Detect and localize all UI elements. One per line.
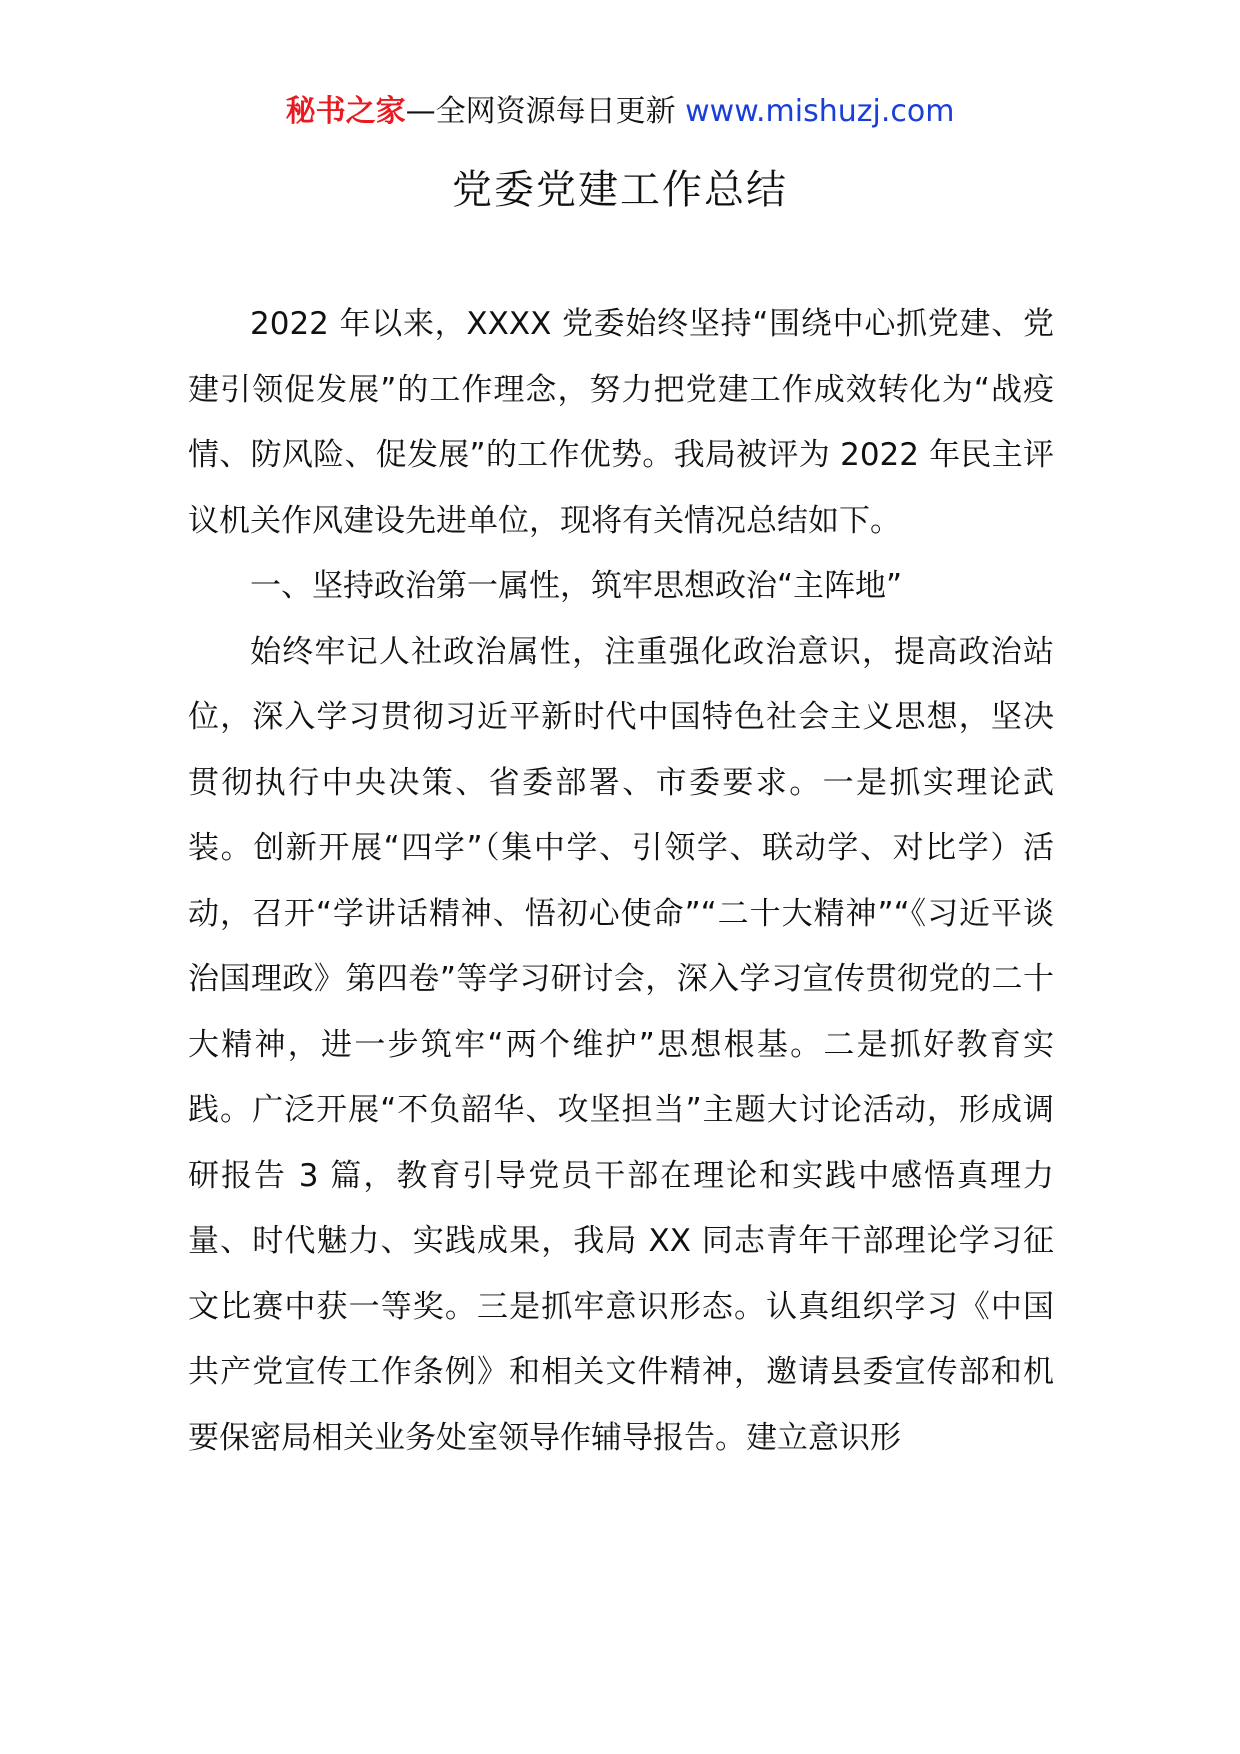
document-title: 党委党建工作总结 bbox=[452, 167, 788, 213]
site-slogan: —全网资源每日更新 bbox=[405, 94, 686, 129]
section-heading: 一、坚持政治第一属性，筑牢思想政治“主阵地” bbox=[250, 568, 903, 604]
intro-paragraph: 2022 年以来，XXXX 党委始终坚持“围绕中心抓党建、党建引领促发展”的工作理念，努力把党建工作成效转化为“战疫情、防风险、促发展”的工作优势。我局被评为 2022 年民主评议机关作风建设先进单位，现将有关情况总结如下。 bbox=[188, 306, 1054, 539]
body-paragraph: 始终牢记人社政治属性，注重强化政治意识，提高政治站位，深入学习贯彻习近平新时代中国特色社会主义思想，坚决贯彻执行中央决策、省委部署、市委要求。一是抓实理论武装。创新开展“四学”（集中学、引领学、联动学、对比学）活动，召开“学讲话精神、悟初心使命”“二十大精神”“《习近平谈治国理政》第四卷”等学习研讨会，深入学习宣传贯彻党的二十大精神，进一步筑牢“两个维护”思想根基。二是抓好教育实践。广泛开展“不负韶华、攻坚担当”主题大讨论活动，形成调研报告 3 篇，教育引导党员干部在理论和实践中感悟真理力量、时代魅力、实践成果，我局 XX 同志青年干部理论学习征文比赛中获一等奖。三是抓牢意识形态。认真组织学习《中国共产党宣传工作条例》和相关文件精神，邀请县委宣传部和机要保密局相关业务处室领导作辅导报告。建立意识形 bbox=[188, 633, 1054, 1456]
site-header bbox=[0, 92, 1240, 132]
site-url-link[interactable]: www.mishuzj.com bbox=[685, 94, 955, 129]
site-brand: 秘书之家 bbox=[285, 94, 406, 129]
document-body bbox=[188, 292, 1054, 1471]
